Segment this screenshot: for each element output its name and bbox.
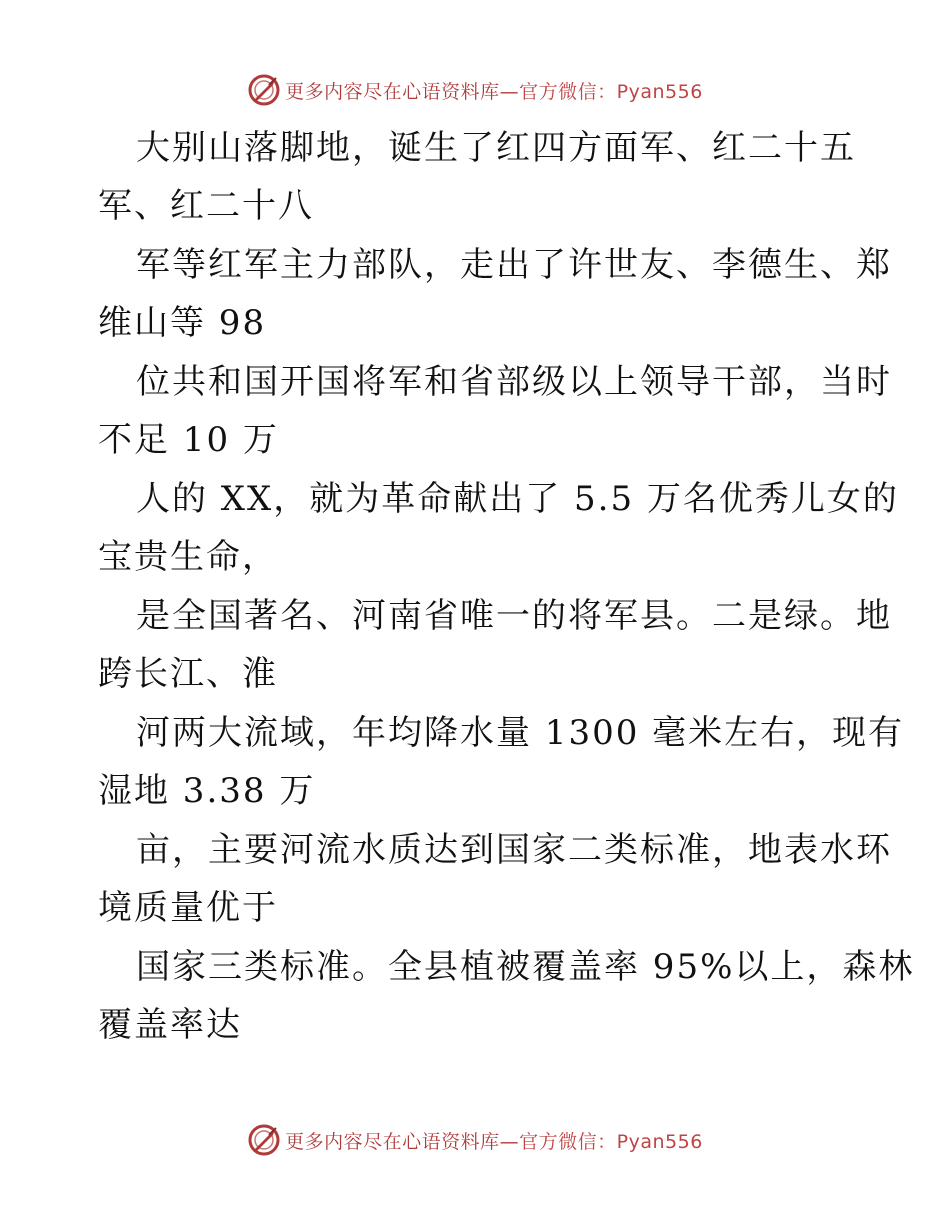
quill-pen-logo-icon bbox=[247, 73, 281, 107]
text-line: 境质量优于 bbox=[98, 888, 278, 928]
footer-dash: — bbox=[499, 1130, 520, 1153]
text-line: 不足 10 万 bbox=[98, 420, 279, 460]
footer-brand-text: 更多内容尽在心语资料库 bbox=[285, 1130, 500, 1153]
text-line: 亩，主要河流水质达到国家二类标准，地表水环 bbox=[136, 830, 892, 870]
text-line: 宝贵生命， bbox=[98, 537, 278, 577]
text-line: 军等红军主力部队，走出了许世友、李德生、郑 bbox=[136, 245, 892, 285]
header-brand-text: 更多内容尽在心语资料库 bbox=[285, 80, 500, 103]
footer-wechat-text: 官方微信：Pyan556 bbox=[519, 1130, 703, 1153]
text-line: 人的 XX，就为革命献出了 5.5 万名优秀儿女的 bbox=[136, 479, 899, 519]
text-line: 国家三类标准。全县植被覆盖率 95%以上，森林 bbox=[136, 947, 915, 987]
header-banner bbox=[0, 70, 950, 110]
quill-pen-logo-icon bbox=[247, 1123, 281, 1157]
text-line: 军、红二十八 bbox=[98, 186, 314, 226]
footer-banner-text bbox=[285, 1127, 703, 1154]
text-line: 覆盖率达 bbox=[98, 1005, 242, 1045]
text-line: 河两大流域，年均降水量 1300 毫米左右，现有 bbox=[136, 713, 905, 753]
text-line: 是全国著名、河南省唯一的将军县。二是绿。地 bbox=[136, 596, 892, 636]
text-line: 跨长江、淮 bbox=[98, 654, 278, 694]
header-wechat-text: 官方微信：Pyan556 bbox=[519, 80, 703, 103]
header-dash: — bbox=[499, 80, 520, 103]
footer-banner bbox=[0, 1120, 950, 1160]
text-line: 大别山落脚地，诞生了红四方面军、红二十五 bbox=[136, 128, 856, 168]
text-line: 湿地 3.38 万 bbox=[98, 771, 316, 811]
text-line: 位共和国开国将军和省部级以上领导干部，当时 bbox=[136, 362, 892, 402]
header-banner-text bbox=[285, 77, 703, 104]
text-line: 维山等 98 bbox=[98, 303, 267, 343]
